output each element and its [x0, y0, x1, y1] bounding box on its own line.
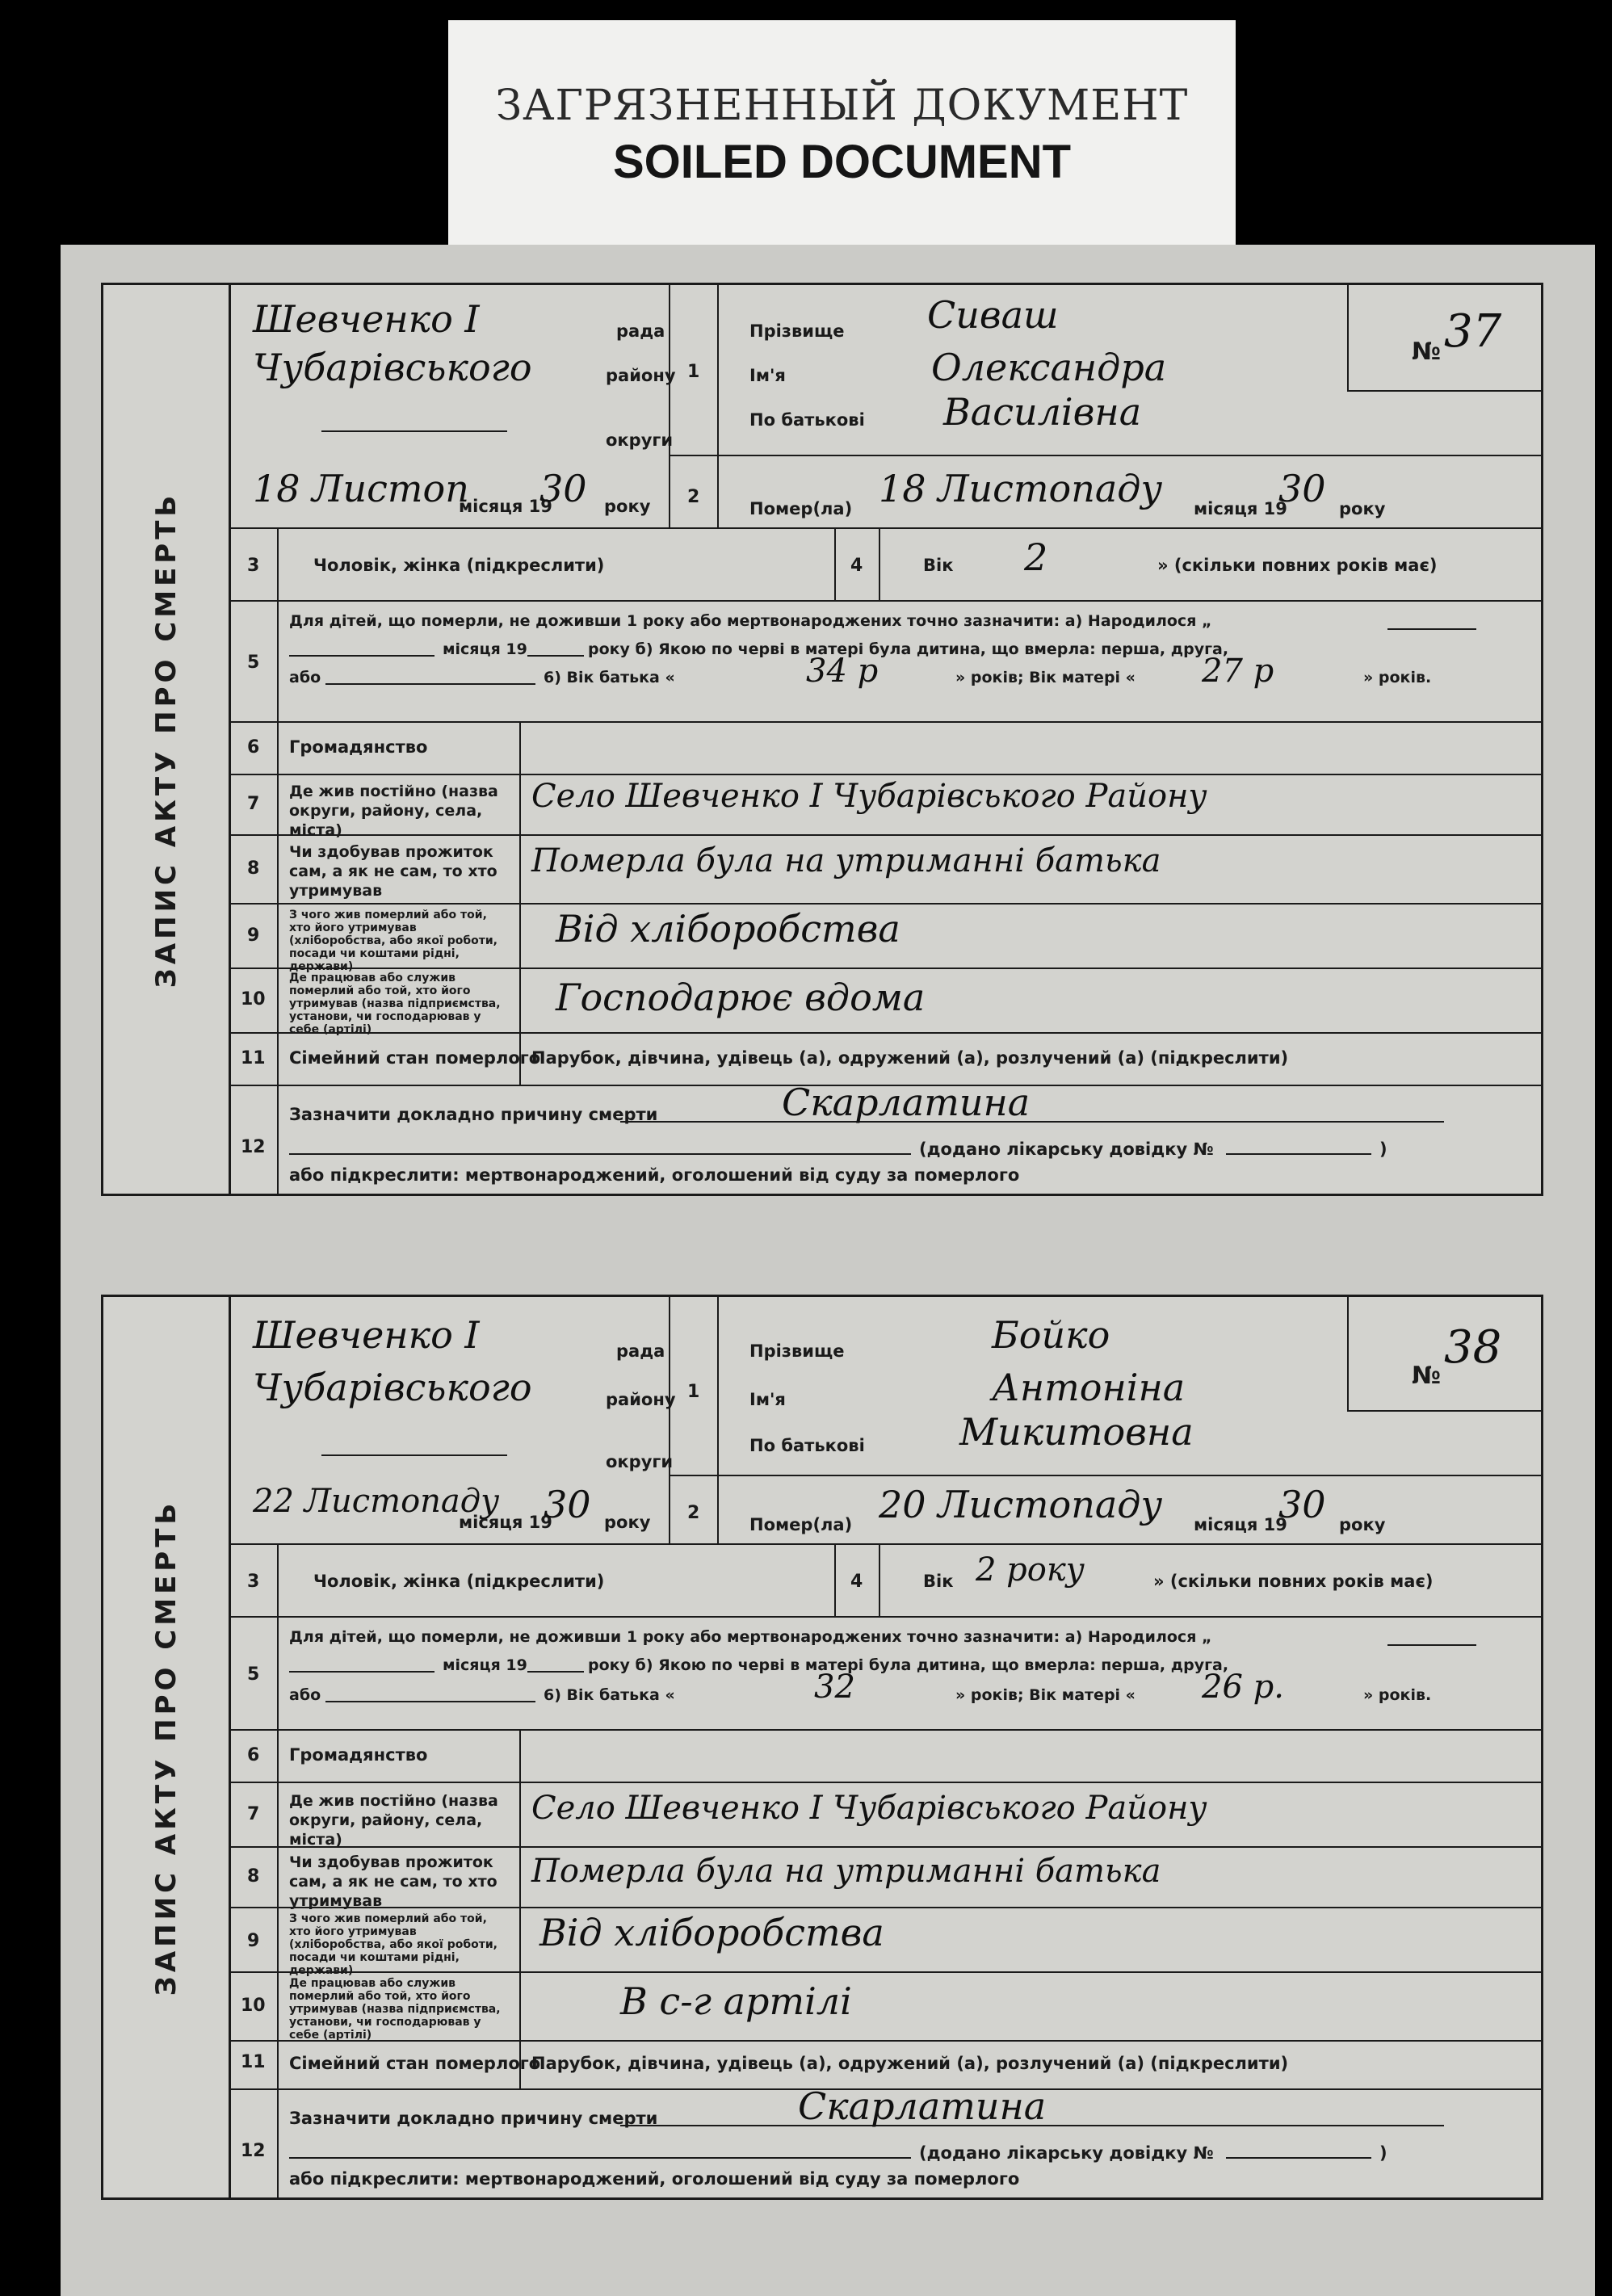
children-line-3b: 6) Вік батька « — [544, 669, 675, 686]
father-age: 34 р — [806, 653, 879, 690]
children-line-2a: місяця 19 — [443, 1656, 527, 1674]
death-record-form-2: ЗАПИС АКТУ ПРО СМЕРТЬ Шевченко I рада Чубарівського району округи 22 Листопаду місяця 19 30 року 1 2 Прізвище Бойко Ім'я Антоніна По батькові Микитовна Помер(ла) 20 Листопаду місяця 19 30 року № 38 3 Чоловік, жінка (підкреслити) 4 Вік 2 року » (скільки повних років має) 5 Для дітей, що померли, не доживши 1 року або мертвонароджених точно зазначити: а) Народилося „ місяця 19 року б) Якою по черві в матері була дитина, що вмерла: перша, друга, або 6) Вік батька « 32 » років; Вік матері « 26 р. » років. 6 Громадянство 7 Де жив постійно (назва округи, району, села, міста) Село Шевченко I Чубарівського Району 8 Чи здобував прожиток сам, а як не сам, то хто утримував Померла була на утриманні батька 9 З чого жив померлий або той, хто його утримував (хліборобства, або якої роботи, посади чи коштами рідні, держави) Від хліборобства 10 Де працював або служив померлий або той, хто його утримував (назва підприємства, установи, чи господарював у себе (артілі) В с-г артілі 11 Сімейний стан померлого Парубок, дівчина, удівець (а), одружений (а), розлучений (а) (підкреслити) 12 Зазначити докладно причину смерти Скарлатина (додано лікарську довідку № ) або підкреслити: мертвонароджений, оголошений від суду за померлого — [101, 1295, 1543, 2200]
death-date: 20 Листопаду — [879, 1483, 1163, 1526]
workplace-value: Господарює вдома — [556, 976, 926, 1019]
age-suffix: » (скільки повних років має) — [1153, 1572, 1434, 1591]
citizenship-label: Громадянство — [289, 1745, 428, 1765]
income-value: Від хліборобства — [556, 907, 900, 951]
okrugy-label: округи — [606, 430, 674, 450]
age-label: Вік — [923, 556, 954, 575]
death-year: 30 — [1278, 467, 1326, 510]
age-value: 2 — [1024, 535, 1048, 579]
death-month-label: місяця 19 — [1194, 499, 1287, 518]
death-record-form-1: ЗАПИС АКТУ ПРО СМЕРТЬ Шевченко I рада Чубарівського району округи 18 Листоп місяця 19 30 року 1 2 Прізвище Сиваш Ім'я Олександра По батькові Василівна Помер(ла) 18 Листопаду місяця 19 30 року № 37 3 Чоловік, жінка (підкреслити) 4 Вік 2 » (скільки повних років має) 5 Для дітей, що померли, не доживши 1 року або мертвонароджених точно зазначити: а) Народилося „ місяця 19 року б) Якою по черві в матері була дитина, що вмерла: перша, друга, або 6) Вік батька « 34 р » років; Вік матері « 27 р » років. 6 Громадянство 7 Де жив постійно (назва округи, району, села, міста) Село Шевченко I Чубарівського Району 8 Чи здобував прожиток сам, а як не сам, то хто утримував Померла була на утриманні батька 9 З чого жив померлий або той, хто його утримував (хліборобства, або якої роботи, посади чи коштами рідні, держави) Від хліборобства 10 Де працював або служив померлий або той, хто його утримував (назва підприємства, установи, чи господарював у себе (артілі) Господарює вдома 11 Сімейний стан померлого Парубок, дівчина, удівець (а), одружений (а), розлучений (а) (підкреслити) 12 Зазначити докладно причину смерти Скарлатина (додано лікарську довідку № ) або підкреслити: мертвонароджений, оголошений від суду за померлого — [101, 283, 1543, 1196]
marital-label: Сімейний стан померлого — [289, 2054, 541, 2073]
rayonu-label: району — [606, 366, 676, 385]
workplace-value: В с-г артілі — [620, 1979, 852, 2023]
workplace-label: Де працював або служив померлий або той, хто його утримував (назва підприємства, установи, чи господарював у себе (артілі) — [289, 1977, 501, 2042]
children-line-2b: року б) Якою по черві в матері була дитина, що вмерла: перша, друга, — [588, 640, 1229, 658]
workplace-label: Де працював або служив померлий або той, хто його утримував (назва підприємства, установи, чи господарював у себе (артілі) — [289, 972, 501, 1036]
record-number: 37 — [1444, 305, 1502, 358]
age-value: 2 року — [976, 1551, 1085, 1589]
rayonu-label: району — [606, 1390, 676, 1409]
mother-age: 27 р — [1202, 653, 1274, 690]
death-year-label: року — [1339, 1515, 1386, 1534]
marital-options: Парубок, дівчина, удівець (а), одружений (а), розлучений (а) (підкреслити) — [531, 2054, 1289, 2073]
died-label: Помер(ла) — [749, 499, 853, 518]
death-date: 18 Листопаду — [879, 467, 1163, 510]
surname-label: Прізвище — [749, 321, 845, 341]
cause-label: Зазначити докладно причину смерти — [289, 1105, 658, 1124]
father-age: 32 — [814, 1668, 855, 1706]
residence-value: Село Шевченко I Чубарівського Району — [531, 1790, 1207, 1827]
citizenship-label: Громадянство — [289, 737, 428, 757]
side-title — [103, 1297, 231, 2197]
rada-label: рада — [616, 321, 665, 341]
livelihood-value: Померла була на утриманні батька — [531, 842, 1161, 879]
sex-label: Чоловік, жінка (підкреслити) — [313, 1572, 605, 1591]
children-line-1: Для дітей, що померли, не доживши 1 року або мертвонароджених точно зазначити: а) Народилося „ — [289, 612, 1212, 630]
death-year-label: року — [1339, 499, 1386, 518]
patronymic-value: Микитовна — [959, 1410, 1194, 1454]
children-line-3c: » років; Вік матері « — [955, 669, 1136, 686]
livelihood-label: Чи здобував прожиток сам, а як не сам, то хто утримував — [289, 1853, 497, 1910]
income-source-label: З чого жив померлий або той, хто його утримував (хліборобства, або якої роботи, посади чи коштами рідні, держави) — [289, 1912, 497, 1977]
children-line-3d: » років. — [1363, 1686, 1432, 1704]
first-name-label: Ім'я — [749, 366, 786, 385]
number-sign: № — [1412, 1362, 1442, 1390]
stamp-line-english: SOILED DOCUMENT — [612, 136, 1072, 188]
died-label: Помер(ла) — [749, 1515, 853, 1534]
village-council-value: Шевченко I — [253, 1313, 480, 1357]
reg-month-label: місяця 19 — [459, 497, 552, 516]
residence-label: Де жив постійно (назва округи, району, села, міста) — [289, 783, 498, 839]
first-name-label: Ім'я — [749, 1390, 786, 1409]
side-title-text: ЗАПИС АКТУ ПРО СМЕРТЬ — [149, 1499, 183, 1996]
age-label: Вік — [923, 1572, 954, 1591]
registration-year: 30 — [539, 467, 587, 510]
registration-date: 18 Листоп — [253, 467, 469, 510]
record-number: 38 — [1444, 1321, 1502, 1374]
or-note: або підкреслити: мертвонароджений, оголошений від суду за померлого — [289, 1165, 1020, 1185]
registration-year: 30 — [544, 1483, 591, 1526]
registration-date: 22 Листопаду — [253, 1483, 500, 1520]
children-line-1: Для дітей, що померли, не доживши 1 року або мертвонароджених точно зазначити: а) Народилося „ — [289, 1628, 1212, 1646]
village-council-value: Шевченко I — [253, 297, 480, 341]
district-value: Чубарівського — [253, 346, 532, 389]
number-sign: № — [1412, 338, 1442, 366]
children-line-2a: місяця 19 — [443, 640, 527, 658]
stamp-line-russian: ЗАГРЯЗНЕННЫЙ ДОКУМЕНТ — [495, 82, 1189, 130]
income-source-label: З чого жив померлий або той, хто його утримував (хліборобства, або якої роботи, посади чи коштами рідні, держави) — [289, 909, 497, 973]
cause-value: Скарлатина — [798, 2084, 1047, 2128]
income-value: Від хліборобства — [539, 1911, 884, 1954]
cause-value: Скарлатина — [782, 1081, 1031, 1124]
residence-value: Село Шевченко I Чубарівського Району — [531, 778, 1207, 815]
surname-value: Бойко — [992, 1313, 1110, 1357]
reg-year-label: року — [604, 1513, 651, 1532]
children-line-3b: 6) Вік батька « — [544, 1686, 675, 1704]
first-name-value: Олександра — [931, 346, 1167, 389]
children-line-3a: або — [289, 669, 321, 686]
patronymic-label: По батькові — [749, 410, 865, 430]
doctor-note: (додано лікарську довідку № — [919, 2143, 1214, 2163]
or-note: або підкреслити: мертвонароджений, оголошений від суду за померлого — [289, 2169, 1020, 2189]
doctor-note: (додано лікарську довідку № — [919, 1140, 1214, 1159]
residence-label: Де жив постійно (назва округи, району, села, міста) — [289, 1792, 498, 1849]
surname-value: Сиваш — [927, 293, 1059, 337]
livelihood-label: Чи здобував прожиток сам, а як не сам, то хто утримував — [289, 843, 497, 900]
surname-label: Прізвище — [749, 1341, 845, 1361]
patronymic-label: По батькові — [749, 1436, 865, 1455]
livelihood-value: Померла була на утриманні батька — [531, 1853, 1161, 1890]
children-line-3d: » років. — [1363, 669, 1432, 686]
reg-year-label: року — [604, 497, 651, 516]
first-name-value: Антоніна — [992, 1366, 1186, 1409]
marital-label: Сімейний стан померлого — [289, 1048, 541, 1068]
side-title-text: ЗАПИС АКТУ ПРО СМЕРТЬ — [149, 491, 183, 988]
patronymic-value: Василівна — [943, 390, 1142, 434]
cause-label: Зазначити докладно причину смерти — [289, 2109, 658, 2128]
okrugy-label: округи — [606, 1452, 674, 1471]
death-year: 30 — [1278, 1483, 1326, 1526]
district-value: Чубарівського — [253, 1366, 532, 1409]
sex-label: Чоловік, жінка (підкреслити) — [313, 556, 605, 575]
side-title — [103, 285, 231, 1194]
soiled-document-stamp — [448, 20, 1236, 245]
reg-month-label: місяця 19 — [459, 1513, 552, 1532]
children-line-2b: року б) Якою по черві в матері була дитина, що вмерла: перша, друга, — [588, 1656, 1229, 1674]
marital-options: Парубок, дівчина, удівець (а), одружений (а), розлучений (а) (підкреслити) — [531, 1048, 1289, 1068]
children-line-3a: або — [289, 1686, 321, 1704]
mother-age: 26 р. — [1202, 1668, 1284, 1706]
children-line-3c: » років; Вік матері « — [955, 1686, 1136, 1704]
rada-label: рада — [616, 1341, 665, 1361]
death-month-label: місяця 19 — [1194, 1515, 1287, 1534]
age-suffix: » (скільки повних років має) — [1157, 556, 1438, 575]
